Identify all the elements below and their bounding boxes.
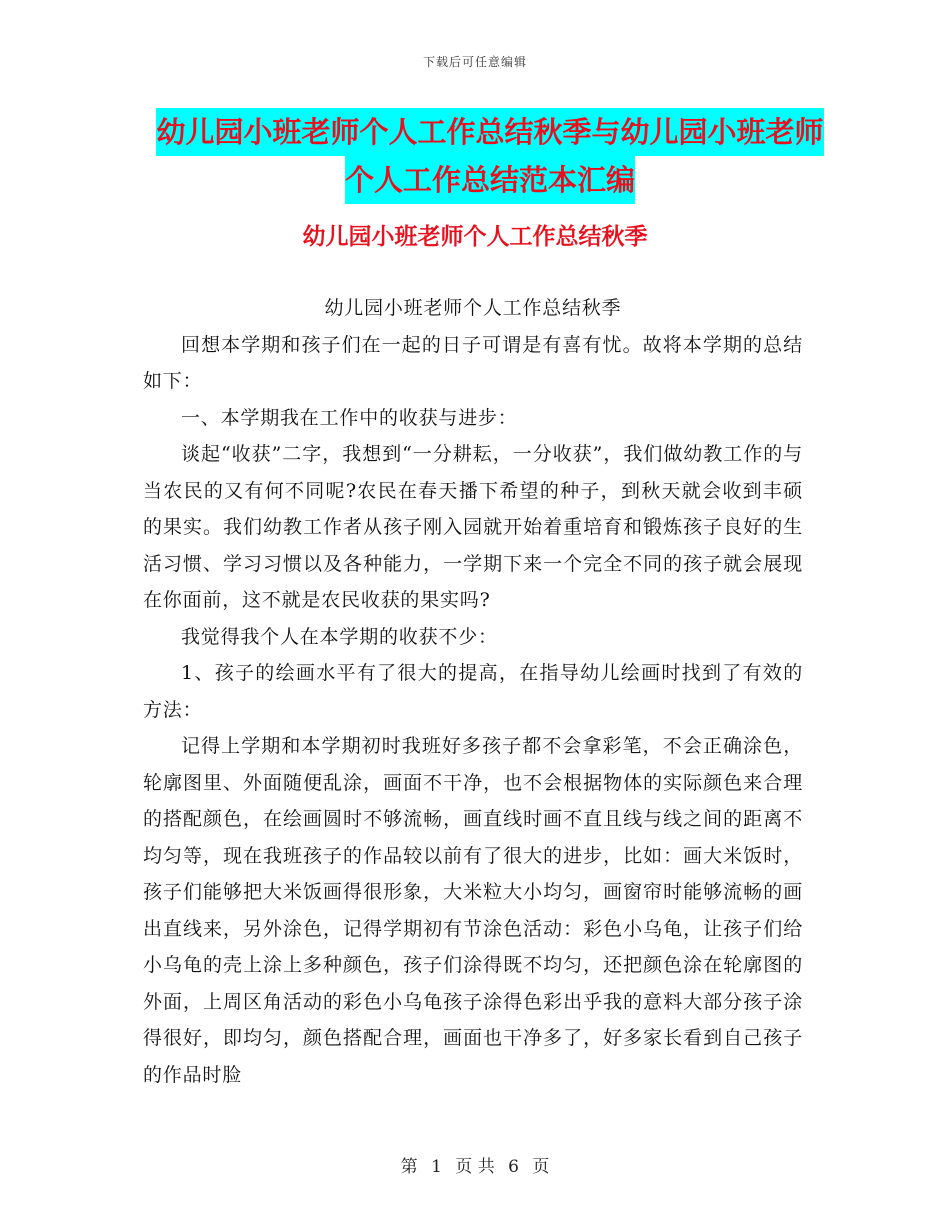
body-paragraph: 记得上学期和本学期初时我班好多孩子都不会拿彩笔，不会正确涂色，轮廓图里、外面随便乱涂，画面不干净，也不会根据物体的实际颜色来合理的搭配颜色，在绘画圆时不够流畅，画直线时画不直且线与线之间的距离不均匀等，现在我班孩子的作品较以前有了很大的进步，比如：画大米饭时，孩子们能够把大米饭画得很形象，大米粒大小均匀，画窗帘时能够流畅的画出直线来，另外涂色，记得学期初有节涂色活动：彩色小乌龟，让孩子们给小乌龟的壳上涂上多种颜色，孩子们涂得既不均匀，还把颜色涂在轮廓图的外面，上周区角活动的彩色小乌龟孩子涂得色彩出乎我的意料大部分孩子涂得很好，即均匀，颜色搭配合理，画面也干净多了，好多家长看到自己孩子的作品时脸 — [143, 735, 803, 1086]
document-title — [140, 108, 840, 204]
body-paragraph: 一、本学期我在工作中的收获与进步： — [181, 406, 518, 429]
document-body — [143, 290, 803, 1093]
body-paragraph: 1、孩子的绘画水平有了很大的提高，在指导幼儿绘画时找到了有效的方法： — [143, 662, 803, 721]
body-paragraph: 谈起“收获”二字，我想到“一分耕耘，一分收获”，我们做幼教工作的与当农民的又有何不同呢?农民在春天播下希望的种子，到秋天就会收到丰硕的果实。我们幼教工作者从孩子刚入园就开始着重培育和锻炼孩子良好的生活习惯、学习习惯以及各种能力，一学期下来一个完全不同的孩子就会展现在你面前，这不就是农民收获的果实吗? — [143, 443, 803, 611]
page-footer — [0, 1152, 950, 1177]
document-title-line-2: 个人工作总结范本汇编 — [345, 156, 635, 204]
section-title: 幼儿园小班老师个人工作总结秋季 — [302, 224, 648, 250]
header-note: 下载后可任意编辑 — [422, 55, 527, 69]
document-title-line-1: 幼儿园小班老师个人工作总结秋季与幼儿园小班老师 — [156, 108, 823, 156]
footer-middle: 页 共 — [455, 1157, 495, 1177]
footer-prefix: 第 — [400, 1157, 418, 1177]
body-paragraph: 我觉得我个人在本学期的收获不少： — [181, 625, 498, 648]
footer-total-pages: 6 — [508, 1157, 519, 1177]
subtitle-paragraph: 幼儿园小班老师个人工作总结秋季 — [324, 297, 622, 319]
body-paragraph: 回想本学期和孩子们在一起的日子可谓是有喜有忧。故将本学期的总结如下： — [143, 333, 803, 392]
footer-suffix: 页 — [532, 1157, 550, 1177]
footer-current-page: 1 — [431, 1157, 442, 1177]
